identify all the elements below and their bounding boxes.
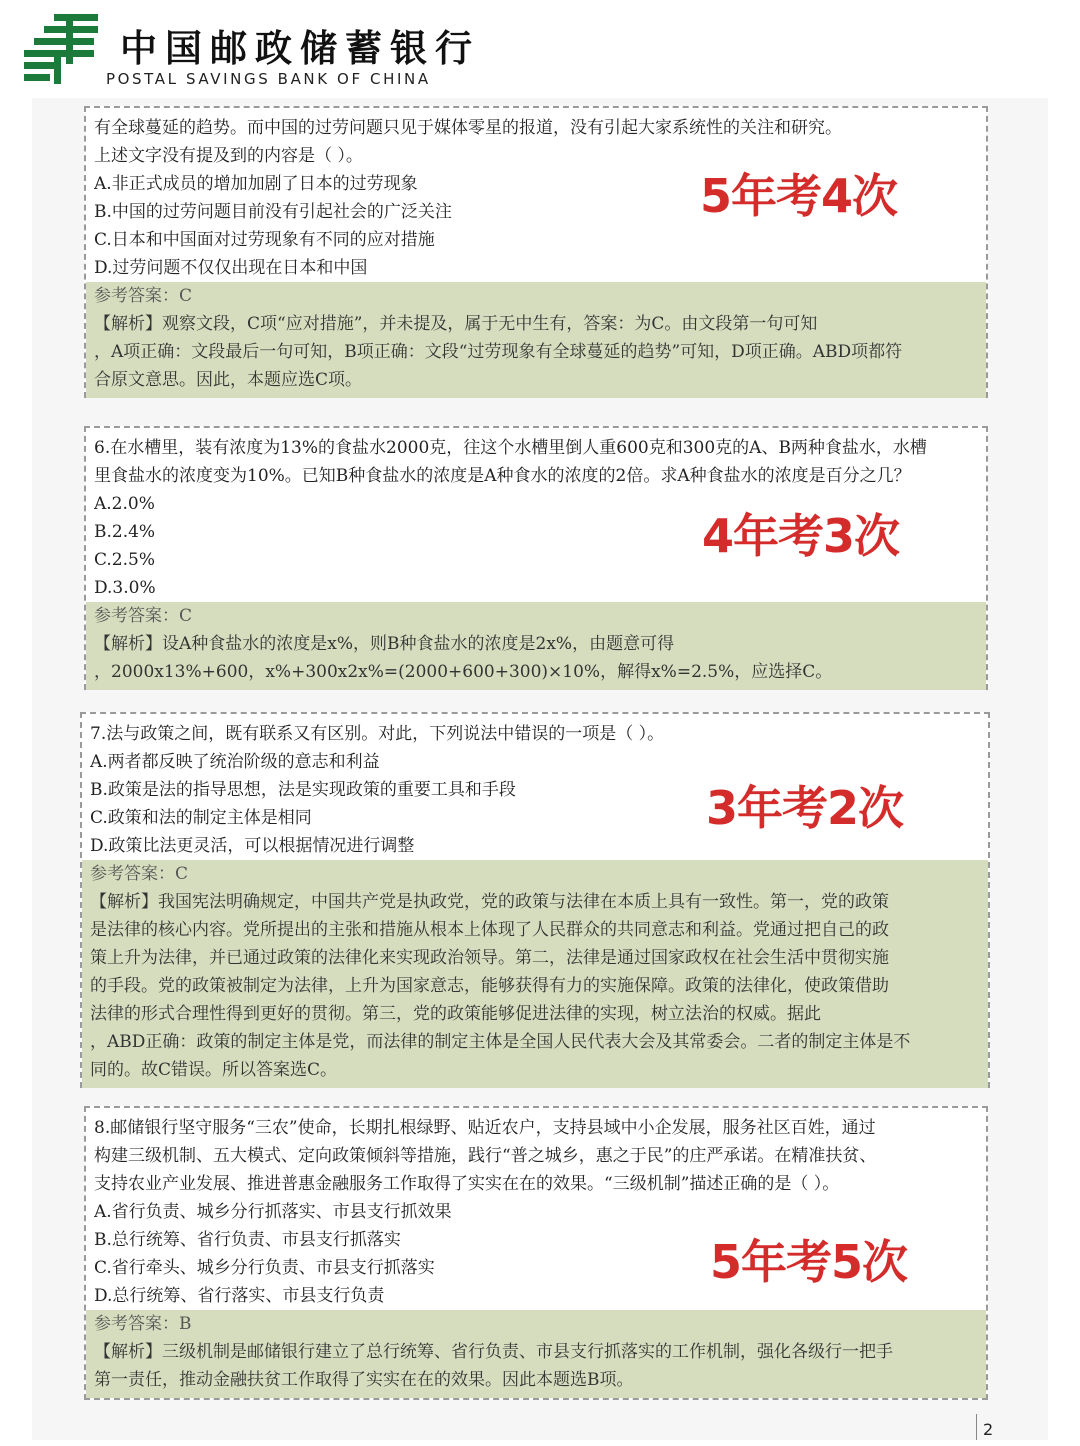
analysis-line: 是法律的核心内容。党所提出的主张和措施从根本上体现了人民群众的共同意志和利益。党通过把自己的政: [90, 920, 889, 940]
question-line: 构建三级机制、五大模式、定向政策倾斜等措施，践行“普之城乡，惠之于民”的庄严承诺。在精准扶贫、: [94, 1146, 877, 1166]
analysis-line: 【解析】设A种食盐水的浓度是x%，则B种食盐水的浓度是2x%，由题意可得: [94, 634, 675, 654]
option-b: B.2.4%: [94, 522, 156, 542]
analysis-line: 合原文意思。因此，本题应选C项。: [94, 370, 363, 390]
reference-answer: 参考答案：C: [94, 286, 193, 306]
analysis-line: 同的。故C错误。所以答案选C。: [90, 1060, 338, 1080]
option-c: C.政策和法的制定主体是相同: [90, 808, 312, 828]
analysis-line: ，A项正确：文段最后一句可知，B项正确：文段“过劳现象有全球蔓延的趋势”可知，D项正确。ABD项都符: [94, 342, 903, 362]
option-a: A.2.0%: [94, 494, 155, 514]
option-a: A.省行负责、城乡分行抓落实、市县支行抓效果: [94, 1202, 452, 1222]
bank-name-chinese: 中国邮政储蓄银行: [120, 26, 480, 70]
option-d: D.总行统筹、省行落实、市县支行负责: [94, 1286, 385, 1306]
analysis-line: ，2000x13%+600，x%+300x2x%=(2000+600+300)×10%，解得x%=2.5%，应选择C。: [94, 662, 833, 682]
option-a: A.两者都反映了统治阶级的意志和利益: [90, 752, 380, 772]
question-block-7: [80, 712, 990, 1088]
option-d: D.3.0%: [94, 578, 156, 598]
reference-answer: 参考答案：B: [94, 1314, 192, 1334]
analysis-line: 第一责任，推动金融扶贫工作取得了实实在在的效果。因此本题选B项。: [94, 1370, 634, 1390]
option-c: C.省行牵头、城乡分行负责、市县支行抓落实: [94, 1258, 435, 1278]
option-a: A.非正式成员的增加加剧了日本的过劳现象: [94, 174, 418, 194]
analysis-line: 【解析】三级机制是邮储银行建立了总行统筹、省行负责、市县支行抓落实的工作机制，强化各级行一把手: [94, 1342, 893, 1362]
bank-name-english: POSTAL SAVINGS BANK OF CHINA: [106, 70, 431, 88]
bank-header: [20, 12, 480, 92]
reference-answer: 参考答案：C: [90, 864, 189, 884]
reference-answer: 参考答案：C: [94, 606, 193, 626]
answer-section: [86, 602, 986, 690]
answer-section: [86, 282, 986, 398]
frequency-stamp: 5年考4次: [700, 169, 898, 223]
analysis-line: 法律的形式合理性得到更好的贯彻。第三，党的政策能够促进法律的实现，树立法治的权威。据此: [90, 1004, 821, 1024]
analysis-line: 【解析】观察文段，C项“应对措施”，并未提及，属于无中生有，答案：为C。由文段第一句可知: [94, 314, 818, 334]
answer-section: [86, 1310, 986, 1398]
question-line: 上述文字没有提及到的内容是（ ）。: [94, 146, 363, 166]
question-line: 8.邮储银行坚守服务“三农”使命，长期扎根绿野、贴近农户，支持县域中小企发展，服务社区百姓，通过: [94, 1118, 876, 1138]
frequency-stamp: 5年考5次: [710, 1235, 908, 1289]
question-line: 支持农业产业发展、推进普惠金融服务工作取得了实实在在的效果。“三级机制”描述正确的是（ ）。: [94, 1174, 840, 1194]
option-c: C.日本和中国面对过劳现象有不同的应对措施: [94, 230, 435, 250]
answer-section: [82, 860, 988, 1088]
question-line: 有全球蔓延的趋势。而中国的过劳问题只见于媒体零星的报道，没有引起大家系统性的关注和研究。: [94, 118, 842, 138]
question-block-5: [84, 106, 988, 398]
analysis-line: 【解析】我国宪法明确规定，中国共产党是执政党，党的政策与法律在本质上具有一致性。第一，党的政策: [90, 892, 889, 912]
option-d: D.政策比法更灵活，可以根据情况进行调整: [90, 836, 415, 856]
option-c: C.2.5%: [94, 550, 155, 570]
postal-savings-logo-icon: [20, 12, 100, 86]
frequency-stamp: 3年考2次: [706, 781, 904, 835]
question-line: 里食盐水的浓度变为10%。已知B种食盐水的浓度是A种食水的浓度的2倍。求A种食盐水的浓度是百分之几？: [94, 466, 911, 486]
analysis-line: ，ABD正确：政策的制定主体是党，而法律的制定主体是全国人民代表大会及其常委会。二者的制定主体是不: [90, 1032, 911, 1052]
option-b: B.政策是法的指导思想，法是实现政策的重要工具和手段: [90, 780, 516, 800]
analysis-line: 的手段。党的政策被制定为法律，上升为国家意志，能够获得有力的实施保障。政策的法律化，使政策借助: [90, 976, 889, 996]
analysis-line: 策上升为法律，并已通过政策的法律化来实现政治领导。第二，法律是通过国家政权在社会生活中贯彻实施: [90, 948, 889, 968]
page-number: 2: [976, 1414, 993, 1440]
option-b: B.总行统筹、省行负责、市县支行抓落实: [94, 1230, 401, 1250]
option-d: D.过劳问题不仅仅出现在日本和中国: [94, 258, 368, 278]
question-line: 6.在水槽里，装有浓度为13%的食盐水2000克，往这个水槽里倒人重600克和300克的A、B两种食盐水，水槽: [94, 438, 927, 458]
option-b: B.中国的过劳问题目前没有引起社会的广泛关注: [94, 202, 452, 222]
question-line: 7.法与政策之间，既有联系又有区别。对此，下列说法中错误的一项是（ ）。: [90, 724, 665, 744]
frequency-stamp: 4年考3次: [702, 509, 900, 563]
